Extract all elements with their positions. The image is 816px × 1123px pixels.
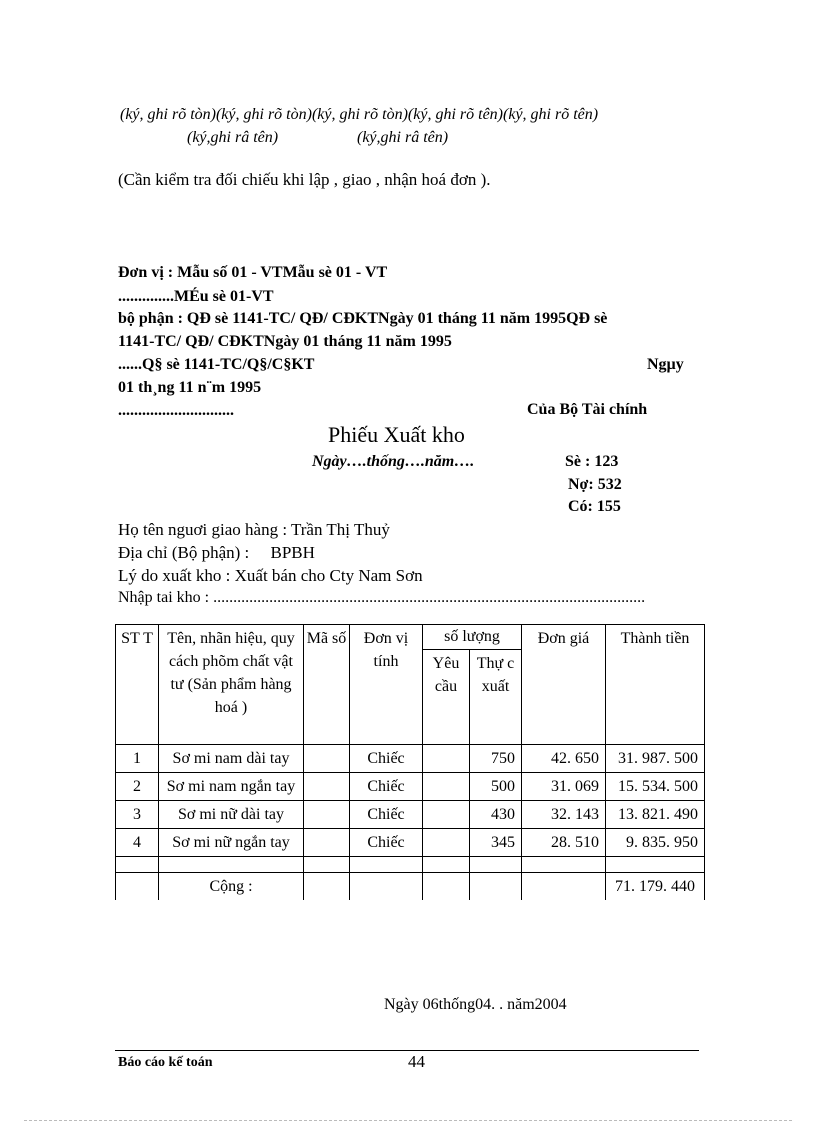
row-actual: 345 xyxy=(470,829,522,857)
signing-date: Ngày 06thống04. . năm2004 xyxy=(384,996,567,1013)
header-line-6: 01 th¸ng 11 n¨m 1995 xyxy=(118,379,262,396)
row-unit: Chiếc xyxy=(350,829,423,857)
row-requested xyxy=(423,745,470,773)
total-row xyxy=(116,873,705,901)
table-row xyxy=(116,829,705,857)
row-stt: 2 xyxy=(116,773,159,801)
signature-caption-left: (ký,ghi râ tên) xyxy=(187,129,279,146)
signature-caption-right: (ký,ghi râ tên) xyxy=(357,129,449,146)
row-amount: 13. 821. 490 xyxy=(606,801,705,829)
row-requested xyxy=(423,773,470,801)
row-unit-price: 32. 143 xyxy=(522,801,606,829)
table-row xyxy=(116,745,705,773)
date-line: Ngày….thống….năm…. xyxy=(312,453,475,470)
header-code: Mã số xyxy=(304,625,350,745)
warehouse: Nhập tai kho : ............................................................................................................ xyxy=(118,589,646,606)
row-actual: 750 xyxy=(470,745,522,773)
empty-row xyxy=(116,857,705,873)
header-unit: Đơn vị tính xyxy=(350,625,423,745)
row-name: Sơ mi nữ ngắn tay xyxy=(159,829,304,857)
row-name: Sơ mi nam ngắn tay xyxy=(159,773,304,801)
row-name: Sơ mi nam dài tay xyxy=(159,745,304,773)
total-label: Cộng : xyxy=(159,873,304,901)
address: Địa chỉ (Bộ phận) : BPBH xyxy=(118,543,315,562)
row-code xyxy=(304,801,350,829)
row-code xyxy=(304,773,350,801)
row-amount: 9. 835. 950 xyxy=(606,829,705,857)
header-quantity: số lượng xyxy=(423,625,522,650)
header-requested: Yêu cầu xyxy=(423,650,470,745)
total-amount: 71. 179. 440 xyxy=(606,873,705,901)
credit-account: Có: 155 xyxy=(568,498,621,515)
row-stt: 3 xyxy=(116,801,159,829)
row-unit: Chiếc xyxy=(350,773,423,801)
row-name: Sơ mi nữ dài tay xyxy=(159,801,304,829)
row-unit-price: 28. 510 xyxy=(522,829,606,857)
header-line-5: ......Q§ sè 1141-TC/Q§/C§KT xyxy=(118,356,315,373)
row-requested xyxy=(423,829,470,857)
signature-caption-line-1: (ký, ghi rõ tòn)(ký, ghi rõ tòn)(ký, ghi rõ tòn)(ký, ghi rõ tên)(ký, ghi rõ tên) xyxy=(120,106,599,123)
row-unit: Chiếc xyxy=(350,801,423,829)
debit-account: Nợ: 532 xyxy=(568,476,622,493)
header-line-7: ............................. xyxy=(118,402,234,419)
ministry-label: Của Bộ Tài chính xyxy=(527,401,648,418)
verification-note: (Cần kiểm tra đối chiếu khi lập , giao , nhận hoá đơn ). xyxy=(118,170,491,189)
row-unit-price: 42. 650 xyxy=(522,745,606,773)
row-stt: 4 xyxy=(116,829,159,857)
header-line-3: bộ phận : QĐ sè 1141-TC/ QĐ/ CĐKTNgày 01 tháng 11 năm 1995QĐ sè xyxy=(118,310,608,327)
footer-rule xyxy=(115,1050,699,1051)
row-unit: Chiếc xyxy=(350,745,423,773)
footer-label: Báo cáo kế toán xyxy=(118,1055,213,1070)
header-line-5-right: Ngµy xyxy=(647,356,684,373)
row-code xyxy=(304,745,350,773)
row-actual: 430 xyxy=(470,801,522,829)
page-edge xyxy=(24,1120,792,1121)
table-row xyxy=(116,801,705,829)
header-name: Tên, nhãn hiệu, quy cách phõm chất vật tư (Sản phẩm hàng hoá ) xyxy=(159,625,304,745)
row-requested xyxy=(423,801,470,829)
deliverer-name: Họ tên nguơi giao hàng : Trần Thị Thuỷ xyxy=(118,520,390,539)
document-number: Sè : 123 xyxy=(565,453,619,470)
header-amount: Thành tiền xyxy=(606,625,705,745)
row-stt: 1 xyxy=(116,745,159,773)
table-row xyxy=(116,773,705,801)
row-amount: 15. 534. 500 xyxy=(606,773,705,801)
row-code xyxy=(304,829,350,857)
header-line-4: 1141-TC/ QĐ/ CĐKTNgày 01 tháng 11 năm 1995 xyxy=(118,333,452,350)
row-actual: 500 xyxy=(470,773,522,801)
header-unit-price: Đơn giá xyxy=(522,625,606,745)
header-line-1: Đơn vị : Mẫu số 01 - VTMẫu sè 01 - VT xyxy=(118,264,388,281)
row-unit-price: 31. 069 xyxy=(522,773,606,801)
header-stt: ST T xyxy=(116,625,159,745)
reason: Lý do xuất kho : Xuất bán cho Cty Nam Sơn xyxy=(118,566,423,585)
document-title: Phiếu Xuất kho xyxy=(328,422,465,447)
header-actual: Thự c xuất xyxy=(470,650,522,745)
page-number: 44 xyxy=(408,1052,425,1071)
row-amount: 31. 987. 500 xyxy=(606,745,705,773)
goods-table xyxy=(115,624,705,900)
header-line-2: ..............MÉu sè 01-VT xyxy=(118,288,274,305)
